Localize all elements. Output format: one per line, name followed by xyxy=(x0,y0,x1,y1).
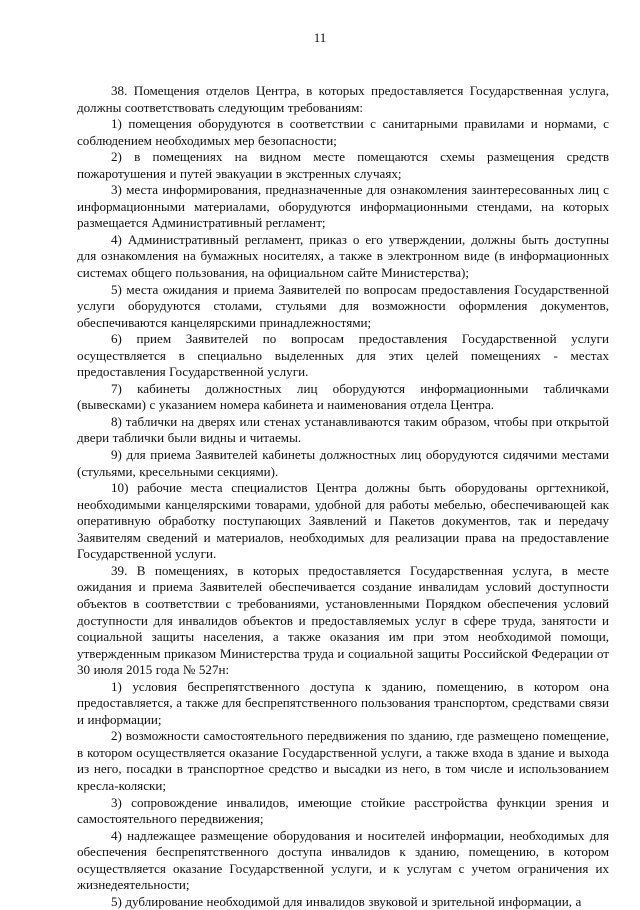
paragraph-38-item-3: 3) места информирования, предназначенные для ознакомления заинтересованных лиц с информационными материалами, оборудуются информационными стендами, на которых размещается Административный регламент; xyxy=(77,182,609,231)
document-body xyxy=(77,83,609,910)
paragraph-38-item-2: 2) в помещениях на видном месте помещаются схемы размещения средств пожаротушения и путей эвакуации в экстренных случаях; xyxy=(77,149,609,181)
paragraph-38-item-7: 7) кабинеты должностных лиц оборудуются информационными табличками (вывесками) с указанием номера кабинета и наименования отдела Центра. xyxy=(77,380,609,413)
paragraph-38-item-6: 6) прием Заявителей по вопросам предоставления Государственной услуги осуществляется в специально выделенных для этих целей помещениях - местах предоставления Государственной услуги. xyxy=(77,331,609,380)
paragraph-38-item-8: 8) таблички на дверях или стенах устанавливаются таким образом, чтобы при открытой двери таблички были видны и читаемы. xyxy=(77,413,609,446)
paragraph-38-item-9: 9) для приема Заявителей кабинеты должностных лиц оборудуются сидячими местами (стульями, кресельными секциями). xyxy=(77,447,609,479)
paragraph-38-item-10: 10) рабочие места специалистов Центра должны быть оборудованы оргтехникой, необходимыми канцелярскими товарами, удобной для работы мебелью, обеспечивающей как оперативную обработку поступающих Заявлений и Пакетов документов, так и передачу Заявителям сведений и материалов, необходимых для реализации права на предоставление Государственной услуги. xyxy=(77,480,609,562)
paragraph-38-item-4: 4) Административный регламент, приказ о его утверждении, должны быть доступны для ознакомления на бумажных носителях, а также в электронном виде (в информационных системах общего пользования, на официальном сайте Министерства); xyxy=(77,231,609,281)
paragraph-39-item-5: 5) дублирование необходимой для инвалидов звуковой и зрительной информации, а xyxy=(111,893,582,909)
paragraph-38-item-5: 5) места ожидания и приема Заявителей по вопросам предоставления Государственной услуги оборудуются столами, стульями для возможности оформления документов, обеспечиваются канцелярскими принадлежностями; xyxy=(77,281,609,330)
page-number: 11 xyxy=(313,30,327,45)
paragraph-39-intro: 39. В помещениях, в которых предоставляется Государственная услуга, в месте ожидания и приема Заявителей обеспечивается создание инвалидам условий доступности объектов в соответствии с требованиями, установленными Порядком обеспечения условий доступности для инвалидов объектов и предоставляемых услуг в сфере труда, занятости и социальной защиты населения, а также оказания им при этом необходимой помощи, утвержденным приказом Министерства труда и социальной защиты Российской Федерации от 30 июля 2015 года № 527н: xyxy=(77,562,609,678)
paragraph-39-item-4: 4) надлежащее размещение оборудования и носителей информации, необходимых для обеспечения беспрепятственного доступа инвалидов к зданию, помещению, в котором осуществляется оказание Государственной услуги, и к услугам с учетом ограничения их жизнедеятельности; xyxy=(77,827,609,893)
paragraph-39-item-3: 3) сопровождение инвалидов, имеющие стойкие расстройства функции зрения и самостоятельного передвижения; xyxy=(77,794,609,827)
paragraph-39-item-2: 2) возможности самостоятельного передвижения по зданию, где размещено помещение, в котором осуществляется оказание Государственной услуги, а также входа в здание и выхода из него, посадки в транспортное средство и высадки из него, в том числе и использованием кресла-коляски; xyxy=(77,728,609,793)
paragraph-38-item-1: 1) помещения оборудуются в соответствии с санитарными правилами и нормами, с соблюдением необходимых мер безопасности; xyxy=(77,116,609,148)
paragraph-39-item-1: 1) условия беспрепятственного доступа к зданию, помещению, в котором она предоставляется, а также для беспрепятственного пользования транспортом, средствами связи и информации; xyxy=(77,678,609,727)
paragraph-38-intro: 38. Помещения отделов Центра, в которых предоставляется Государственная услуга, должны соответствовать следующим требованиям: xyxy=(77,83,609,115)
